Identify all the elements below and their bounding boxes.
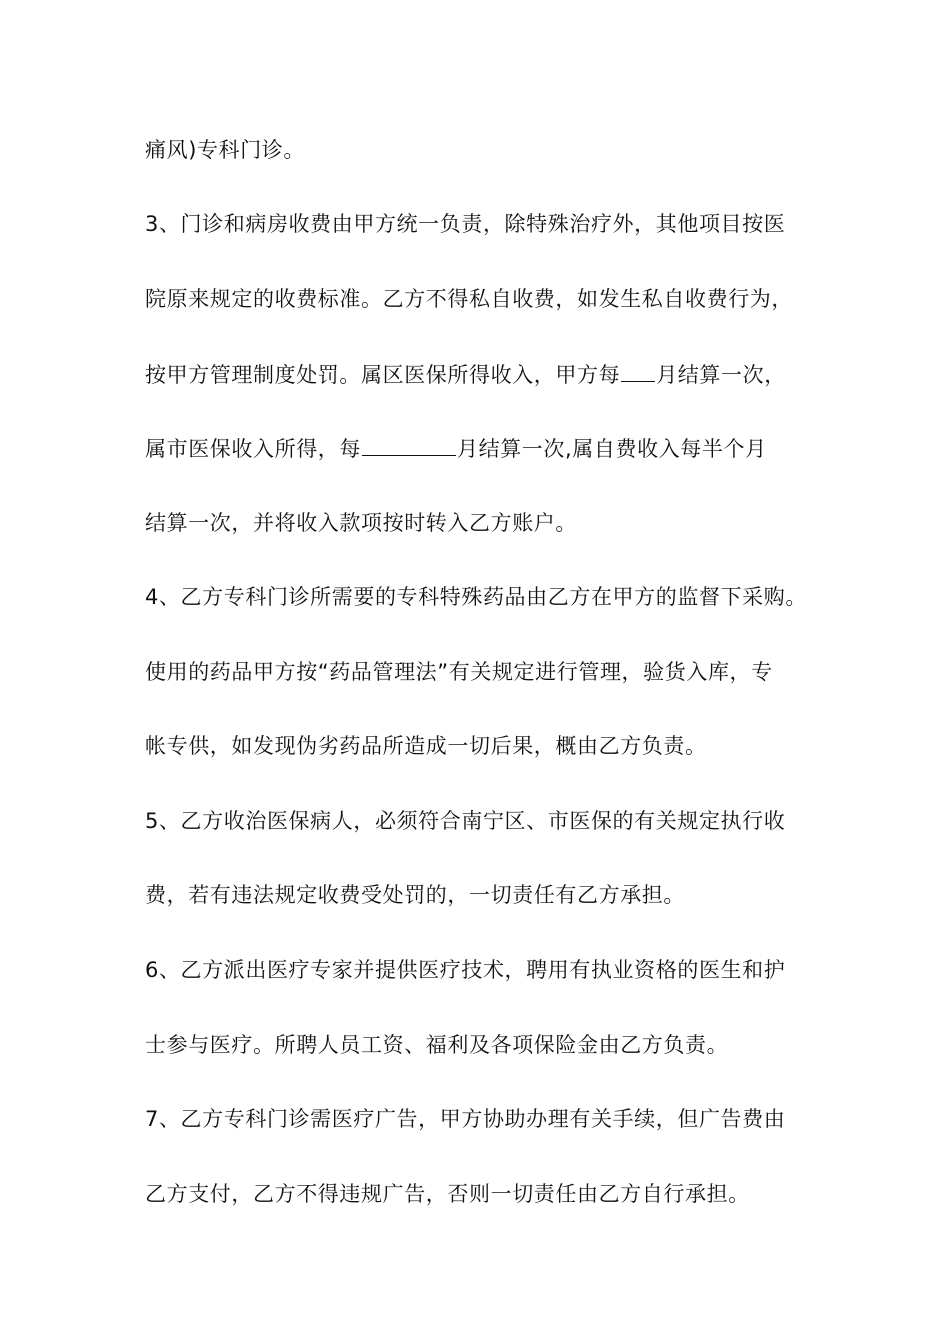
text-line-with-blank (145, 433, 767, 464)
text-line: 4、乙方专科门诊所需要的专科特殊药品由乙方在甲方的监督下采购。 (145, 585, 807, 609)
text-segment: 月结算一次， (656, 363, 786, 387)
text-line: 3、门诊和病房收费由甲方统一负责，除特殊治疗外，其他项目按医 (145, 212, 786, 236)
text-line-with-blank (145, 359, 786, 390)
text-line: 费，若有违法规定收费受处罚的，一切责任有乙方承担。 (145, 883, 685, 907)
text-line: 7、乙方专科门诊需医疗广告，甲方协助办理有关手续，但广告费由 (145, 1107, 786, 1131)
text-line: 6、乙方派出医疗专家并提供医疗技术，聘用有执业资格的医生和护 (145, 958, 786, 982)
fill-in-blank (621, 359, 655, 382)
text-line: 使用的药品甲方按“药品管理法”有关规定进行管理，验货入库，专 (145, 660, 773, 684)
text-line: 帐专供，如发现伪劣药品所造成一切后果，概由乙方负责。 (145, 734, 707, 758)
text-line: 结算一次，并将收入款项按时转入乙方账户。 (145, 511, 577, 535)
fill-in-blank (362, 433, 456, 456)
text-line: 乙方支付，乙方不得违规广告，否则一切责任由乙方自行承担。 (145, 1182, 750, 1206)
text-line: 痛风)专科门诊。 (145, 138, 305, 162)
text-segment: 按甲方管理制度处罚。属区医保所得收入，甲方每 (145, 363, 621, 387)
text-line: 士参与医疗。所聘人员工资、福利及各项保险金由乙方负责。 (145, 1033, 729, 1057)
text-line: 5、乙方收治医保病人，必须符合南宁区、市医保的有关规定执行收 (145, 809, 786, 833)
text-line: 院原来规定的收费标准。乙方不得私自收费，如发生私自收费行为， (145, 287, 793, 311)
text-segment: 属市医保收入所得，每 (145, 437, 361, 461)
text-segment: 月结算一次,属自费收入每半个月 (457, 437, 767, 461)
